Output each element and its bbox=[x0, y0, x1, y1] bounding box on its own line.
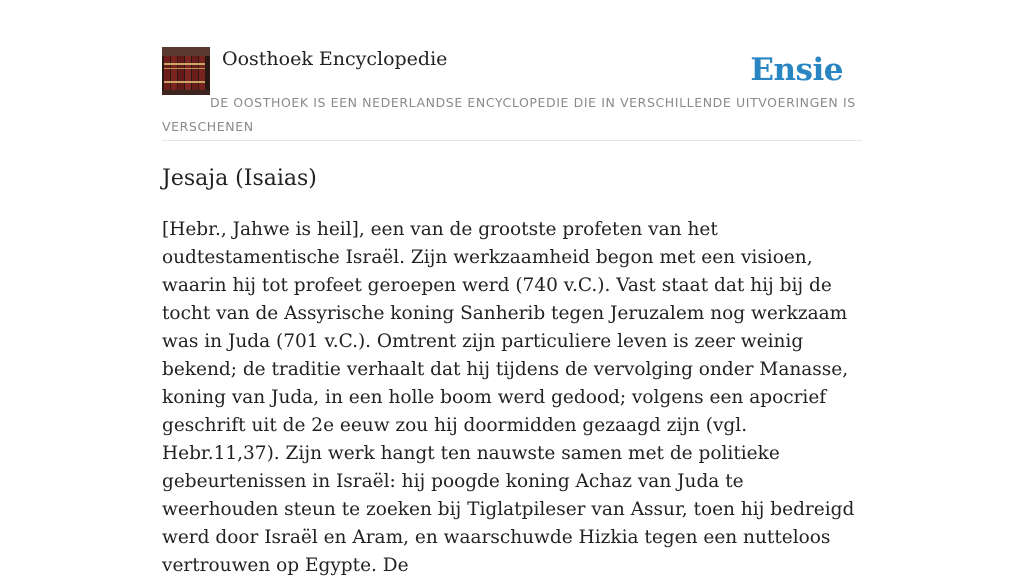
article-title: Jesaja (Isaias) bbox=[162, 166, 317, 191]
brand-logo[interactable]: Ensie bbox=[750, 52, 843, 88]
encyclopedia-books-icon[interactable] bbox=[162, 47, 210, 95]
article-body: [Hebr., Jahwe is heil], een van de grootste profeten van het oudtestamentische Israël. Zijn werkzaamheid begon met een visioen, waarin hij tot profeet geroepen werd (740 v.C.). Vast staat dat hij bij de tocht van de Assyrische koning Sanherib tegen Jeruzalem nog werkzaam was in Juda (701 v.C.). Omtrent zijn particuliere leven is zeer weinig bekend; de traditie verhaalt dat hij tijdens de vervolging onder Manasse, koning van Juda, in een holle boom werd gedood; volgens een apocrief geschrift uit de 2e eeuw zou hij doormidden gezaagd zijn (vgl. Hebr.11,37). Zijn werk hangt ten nauwste samen met de politieke gebeurtenissen in Israël: hij poogde koning Achaz van Juda te weerhouden steun te zoeken bij Tiglatpileser van Assur, toen hij bedreigd werd door Israël en Aram, en waarschuwde Hizkia tegen een nutteloos vertrouwen op Egypte. De bbox=[162, 219, 855, 576]
source-name[interactable]: Oosthoek Encyclopedie bbox=[222, 48, 448, 70]
source-header bbox=[162, 46, 862, 141]
source-tagline: DE OOSTHOEK IS EEN NEDERLANDSE ENCYCLOPEDIE DIE IN VERSCHILLENDE UITVOERINGEN IS VERSCHENEN bbox=[162, 95, 856, 134]
